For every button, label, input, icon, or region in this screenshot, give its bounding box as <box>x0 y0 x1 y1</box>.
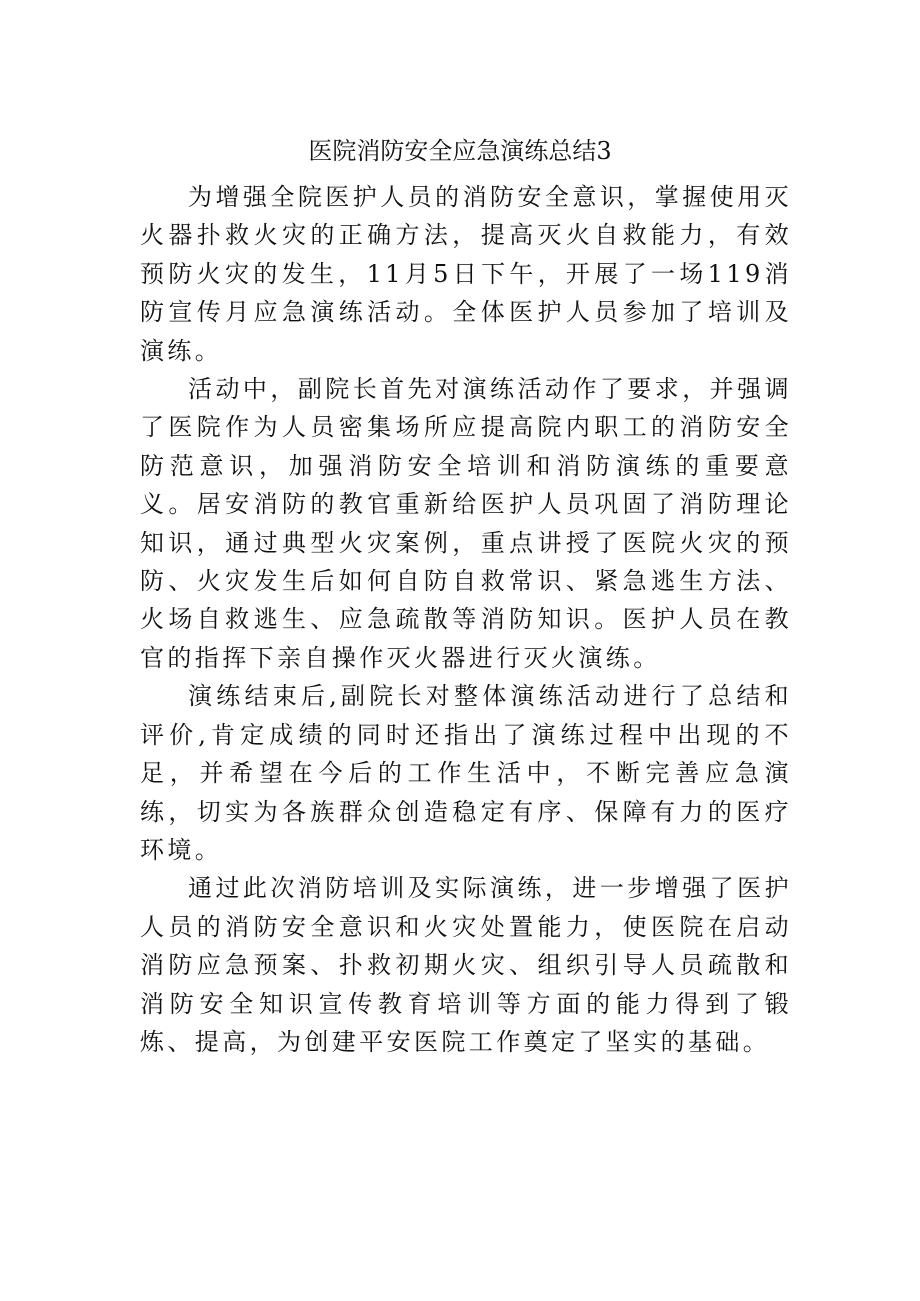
paragraph-3: 演练结束后,副院长对整体演练活动进行了总结和评价,肯定成绩的同时还指出了演练过程中出现的不足，并希望在今后的工作生活中，不断完善应急演练，切实为各族群众创造稳定有序、保障有力的医疗环境。 <box>140 682 792 864</box>
paragraph-2: 活动中，副院长首先对演练活动作了要求，并强调了医院作为人员密集场所应提高院内职工的消防安全防范意识，加强消防安全培训和消防演练的重要意义。居安消防的教官重新给医护人员巩固了消防理论知识，通过典型火灾案例，重点讲授了医院火灾的预防、火灾发生后如何自防自救常识、紧急逃生方法、火场自救逃生、应急疏散等消防知识。医护人员在教官的指挥下亲自操作灭火器进行灭火演练。 <box>140 375 792 672</box>
paragraph-1: 为增强全院医护人员的消防安全意识，掌握使用灭火器扑救火灾的正确方法，提高灭火自救能力，有效预防火灾的发生，11月5日下午，开展了一场119消防宣传月应急演练活动。全体医护人员参加了培训及演练。 <box>140 183 792 365</box>
document-body <box>140 178 792 1061</box>
document-title: 医院消防安全应急演练总结3 <box>308 137 612 165</box>
paragraph-4: 通过此次消防培训及实际演练，进一步增强了医护人员的消防安全意识和火灾处置能力，使医院在启动消防应急预案、扑救初期火灾、组织引导人员疏散和消防安全知识宣传教育培训等方面的能力得到了锻炼、提高，为创建平安医院工作奠定了坚实的基础。 <box>140 874 792 1056</box>
